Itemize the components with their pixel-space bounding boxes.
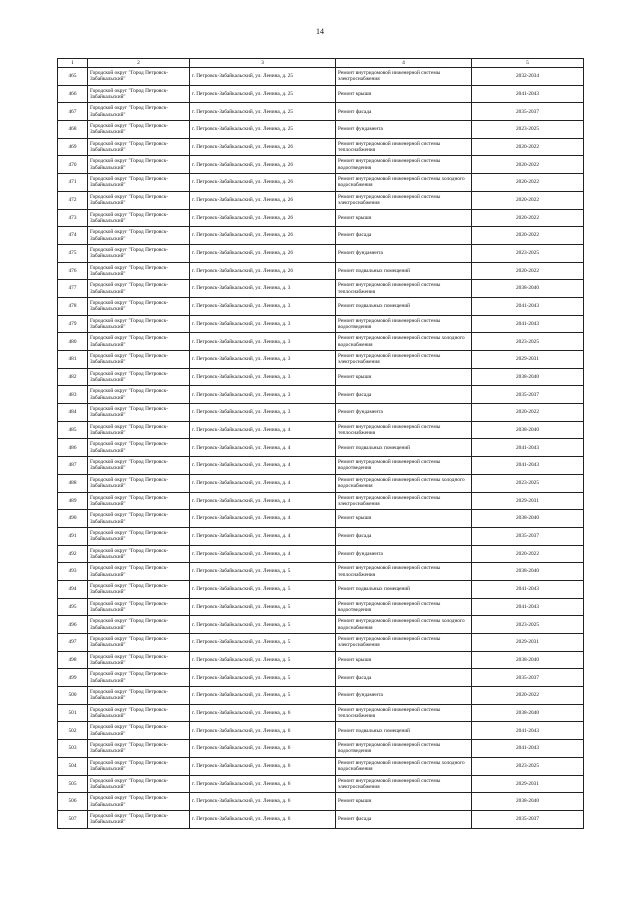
row-number-cell: 469 bbox=[58, 138, 88, 156]
municipality-cell: Городской округ "Город Петровск-Забайкальский" bbox=[88, 368, 190, 386]
municipality-cell: Городской округ "Город Петровск-Забайкальский" bbox=[88, 740, 190, 758]
address-cell: г. Петровск-Забайкальский, ул. Ленина, д. 5 bbox=[190, 580, 336, 598]
header-cell-5: 5 bbox=[472, 59, 584, 68]
work-type-cell: Ремонт крыши bbox=[336, 793, 472, 811]
table-row bbox=[58, 634, 584, 652]
period-cell: 2035-2037 bbox=[472, 527, 584, 545]
address-cell: г. Петровск-Забайкальский, ул. Ленина, д. 25 bbox=[190, 103, 336, 121]
municipality-cell: Городской округ "Город Петровск-Забайкальский" bbox=[88, 333, 190, 351]
work-type-cell: Ремонт внутридомовой инженерной системы теплоснабжения bbox=[336, 704, 472, 722]
row-number-cell: 471 bbox=[58, 174, 88, 192]
address-cell: г. Петровск-Забайкальский, ул. Ленина, д. 3 bbox=[190, 368, 336, 386]
row-number-cell: 466 bbox=[58, 85, 88, 103]
address-cell: г. Петровск-Забайкальский, ул. Ленина, д. 5 bbox=[190, 598, 336, 616]
period-cell: 2038-2040 bbox=[472, 563, 584, 581]
table-row bbox=[58, 262, 584, 280]
row-number-cell: 494 bbox=[58, 580, 88, 598]
period-cell: 2023-2025 bbox=[472, 244, 584, 262]
table-row bbox=[58, 121, 584, 139]
address-cell: г. Петровск-Забайкальский, ул. Ленина, д. 5 bbox=[190, 616, 336, 634]
work-type-cell: Ремонт внутридомовой инженерной системы теплоснабжения bbox=[336, 421, 472, 439]
address-cell: г. Петровск-Забайкальский, ул. Ленина, д. 4 bbox=[190, 492, 336, 510]
repair-schedule-table bbox=[57, 58, 584, 829]
municipality-cell: Городской округ "Город Петровск-Забайкальский" bbox=[88, 103, 190, 121]
row-number-cell: 499 bbox=[58, 669, 88, 687]
work-type-cell: Ремонт фундамента bbox=[336, 121, 472, 139]
municipality-cell: Городской округ "Город Петровск-Забайкальский" bbox=[88, 457, 190, 475]
row-number-cell: 483 bbox=[58, 386, 88, 404]
table-row bbox=[58, 810, 584, 828]
period-cell: 2023-2025 bbox=[472, 757, 584, 775]
municipality-cell: Городской округ "Город Петровск-Забайкальский" bbox=[88, 687, 190, 705]
municipality-cell: Городской округ "Город Петровск-Забайкальский" bbox=[88, 68, 190, 86]
row-number-cell: 503 bbox=[58, 740, 88, 758]
period-cell: 2020-2022 bbox=[472, 687, 584, 705]
address-cell: г. Петровск-Забайкальский, ул. Ленина, д. 26 bbox=[190, 138, 336, 156]
address-cell: г. Петровск-Забайкальский, ул. Ленина, д. 26 bbox=[190, 191, 336, 209]
row-number-cell: 502 bbox=[58, 722, 88, 740]
period-cell: 2041-2043 bbox=[472, 580, 584, 598]
municipality-cell: Городской округ "Город Петровск-Забайкальский" bbox=[88, 315, 190, 333]
work-type-cell: Ремонт крыши bbox=[336, 209, 472, 227]
work-type-cell: Ремонт внутридомовой инженерной системы электроснабжения bbox=[336, 351, 472, 369]
address-cell: г. Петровск-Забайкальский, ул. Ленина, д. 3 bbox=[190, 351, 336, 369]
municipality-cell: Городской округ "Город Петровск-Забайкальский" bbox=[88, 156, 190, 174]
address-cell: г. Петровск-Забайкальский, ул. Ленина, д. 3 bbox=[190, 315, 336, 333]
table-row bbox=[58, 156, 584, 174]
row-number-cell: 500 bbox=[58, 687, 88, 705]
table-row bbox=[58, 457, 584, 475]
address-cell: г. Петровск-Забайкальский, ул. Ленина, д. 26 bbox=[190, 156, 336, 174]
header-cell-1: 1 bbox=[58, 59, 88, 68]
row-number-cell: 487 bbox=[58, 457, 88, 475]
table-row bbox=[58, 474, 584, 492]
table-row bbox=[58, 563, 584, 581]
row-number-cell: 488 bbox=[58, 474, 88, 492]
row-number-cell: 497 bbox=[58, 634, 88, 652]
municipality-cell: Городской округ "Город Петровск-Забайкальский" bbox=[88, 404, 190, 422]
work-type-cell: Ремонт внутридомовой инженерной системы электроснабжения bbox=[336, 191, 472, 209]
address-cell: г. Петровск-Забайкальский, ул. Ленина, д. 5 bbox=[190, 634, 336, 652]
work-type-cell: Ремонт внутридомовой инженерной системы водоотведения bbox=[336, 457, 472, 475]
municipality-cell: Городской округ "Город Петровск-Забайкальский" bbox=[88, 421, 190, 439]
work-type-cell: Ремонт подвальных помещений bbox=[336, 722, 472, 740]
work-type-cell: Ремонт внутридомовой инженерной системы теплоснабжения bbox=[336, 138, 472, 156]
row-number-cell: 492 bbox=[58, 545, 88, 563]
address-cell: г. Петровск-Забайкальский, ул. Ленина, д. 6 bbox=[190, 757, 336, 775]
work-type-cell: Ремонт подвальных помещений bbox=[336, 262, 472, 280]
row-number-cell: 472 bbox=[58, 191, 88, 209]
period-cell: 2023-2025 bbox=[472, 616, 584, 634]
table-row bbox=[58, 297, 584, 315]
row-number-cell: 474 bbox=[58, 227, 88, 245]
work-type-cell: Ремонт внутридомовой инженерной системы водоотведения bbox=[336, 156, 472, 174]
municipality-cell: Городской округ "Город Петровск-Забайкальский" bbox=[88, 439, 190, 457]
work-type-cell: Ремонт внутридомовой инженерной системы холодного водоснабжения bbox=[336, 174, 472, 192]
address-cell: г. Петровск-Забайкальский, ул. Ленина, д. 4 bbox=[190, 545, 336, 563]
row-number-cell: 479 bbox=[58, 315, 88, 333]
municipality-cell: Городской округ "Город Петровск-Забайкальский" bbox=[88, 262, 190, 280]
work-type-cell: Ремонт внутридомовой инженерной системы электроснабжения bbox=[336, 634, 472, 652]
address-cell: г. Петровск-Забайкальский, ул. Ленина, д. 25 bbox=[190, 85, 336, 103]
address-cell: г. Петровск-Забайкальский, ул. Ленина, д. 26 bbox=[190, 209, 336, 227]
work-type-cell: Ремонт фасада bbox=[336, 227, 472, 245]
municipality-cell: Городской округ "Город Петровск-Забайкальский" bbox=[88, 580, 190, 598]
table-row bbox=[58, 315, 584, 333]
period-cell: 2020-2022 bbox=[472, 262, 584, 280]
row-number-cell: 484 bbox=[58, 404, 88, 422]
address-cell: г. Петровск-Забайкальский, ул. Ленина, д. 3 bbox=[190, 280, 336, 298]
period-cell: 2020-2022 bbox=[472, 138, 584, 156]
table-row bbox=[58, 439, 584, 457]
header-cell-3: 3 bbox=[190, 59, 336, 68]
period-cell: 2020-2022 bbox=[472, 209, 584, 227]
row-number-cell: 495 bbox=[58, 598, 88, 616]
table-row bbox=[58, 687, 584, 705]
table-row bbox=[58, 527, 584, 545]
row-number-cell: 470 bbox=[58, 156, 88, 174]
work-type-cell: Ремонт внутридомовой инженерной системы водоотведения bbox=[336, 740, 472, 758]
table-body bbox=[58, 59, 584, 829]
municipality-cell: Городской округ "Город Петровск-Забайкальский" bbox=[88, 492, 190, 510]
work-type-cell: Ремонт внутридомовой инженерной системы электроснабжения bbox=[336, 68, 472, 86]
work-type-cell: Ремонт фундамента bbox=[336, 404, 472, 422]
row-number-cell: 496 bbox=[58, 616, 88, 634]
row-number-cell: 475 bbox=[58, 244, 88, 262]
table-row bbox=[58, 598, 584, 616]
row-number-cell: 505 bbox=[58, 775, 88, 793]
municipality-cell: Городской округ "Город Петровск-Забайкальский" bbox=[88, 227, 190, 245]
table-row bbox=[58, 404, 584, 422]
address-cell: г. Петровск-Забайкальский, ул. Ленина, д. 5 bbox=[190, 563, 336, 581]
page-number: 14 bbox=[316, 27, 324, 36]
period-cell: 2020-2022 bbox=[472, 156, 584, 174]
address-cell: г. Петровск-Забайкальский, ул. Ленина, д. 4 bbox=[190, 527, 336, 545]
table-row bbox=[58, 244, 584, 262]
work-type-cell: Ремонт подвальных помещений bbox=[336, 297, 472, 315]
table-row bbox=[58, 85, 584, 103]
table-row bbox=[58, 138, 584, 156]
municipality-cell: Городской округ "Город Петровск-Забайкальский" bbox=[88, 351, 190, 369]
period-cell: 2029-2031 bbox=[472, 634, 584, 652]
municipality-cell: Городской округ "Город Петровск-Забайкальский" bbox=[88, 121, 190, 139]
period-cell: 2029-2031 bbox=[472, 351, 584, 369]
table-row bbox=[58, 68, 584, 86]
municipality-cell: Городской округ "Город Петровск-Забайкальский" bbox=[88, 669, 190, 687]
address-cell: г. Петровск-Забайкальский, ул. Ленина, д. 4 bbox=[190, 421, 336, 439]
table-row bbox=[58, 103, 584, 121]
address-cell: г. Петровск-Забайкальский, ул. Ленина, д. 6 bbox=[190, 740, 336, 758]
table-row bbox=[58, 704, 584, 722]
period-cell: 2029-2031 bbox=[472, 492, 584, 510]
table-row bbox=[58, 722, 584, 740]
row-number-cell: 486 bbox=[58, 439, 88, 457]
municipality-cell: Городской округ "Город Петровск-Забайкальский" bbox=[88, 545, 190, 563]
table-row bbox=[58, 386, 584, 404]
municipality-cell: Городской округ "Город Петровск-Забайкальский" bbox=[88, 563, 190, 581]
municipality-cell: Городской округ "Город Петровск-Забайкальский" bbox=[88, 634, 190, 652]
address-cell: г. Петровск-Забайкальский, ул. Ленина, д. 4 bbox=[190, 474, 336, 492]
work-type-cell: Ремонт фасада bbox=[336, 810, 472, 828]
address-cell: г. Петровск-Забайкальский, ул. Ленина, д. 5 bbox=[190, 651, 336, 669]
municipality-cell: Городской округ "Город Петровск-Забайкальский" bbox=[88, 191, 190, 209]
row-number-cell: 481 bbox=[58, 351, 88, 369]
period-cell: 2020-2022 bbox=[472, 545, 584, 563]
period-cell: 2038-2040 bbox=[472, 280, 584, 298]
work-type-cell: Ремонт внутридомовой инженерной системы электроснабжения bbox=[336, 492, 472, 510]
municipality-cell: Городской округ "Город Петровск-Забайкальский" bbox=[88, 527, 190, 545]
table-row bbox=[58, 421, 584, 439]
row-number-cell: 490 bbox=[58, 510, 88, 528]
period-cell: 2020-2022 bbox=[472, 174, 584, 192]
period-cell: 2038-2040 bbox=[472, 793, 584, 811]
work-type-cell: Ремонт внутридомовой инженерной системы теплоснабжения bbox=[336, 563, 472, 581]
table-row bbox=[58, 580, 584, 598]
row-number-cell: 485 bbox=[58, 421, 88, 439]
row-number-cell: 493 bbox=[58, 563, 88, 581]
address-cell: г. Петровск-Забайкальский, ул. Ленина, д. 26 bbox=[190, 262, 336, 280]
municipality-cell: Городской округ "Город Петровск-Забайкальский" bbox=[88, 280, 190, 298]
municipality-cell: Городской округ "Город Петровск-Забайкальский" bbox=[88, 793, 190, 811]
row-number-cell: 467 bbox=[58, 103, 88, 121]
address-cell: г. Петровск-Забайкальский, ул. Ленина, д. 5 bbox=[190, 669, 336, 687]
table-header-row bbox=[58, 59, 584, 68]
municipality-cell: Городской округ "Город Петровск-Забайкальский" bbox=[88, 757, 190, 775]
address-cell: г. Петровск-Забайкальский, ул. Ленина, д. 26 bbox=[190, 244, 336, 262]
row-number-cell: 482 bbox=[58, 368, 88, 386]
period-cell: 2041-2043 bbox=[472, 439, 584, 457]
address-cell: г. Петровск-Забайкальский, ул. Ленина, д. 4 bbox=[190, 439, 336, 457]
address-cell: г. Петровск-Забайкальский, ул. Ленина, д. 3 bbox=[190, 386, 336, 404]
period-cell: 2032-2034 bbox=[472, 68, 584, 86]
table-row bbox=[58, 651, 584, 669]
table-row bbox=[58, 775, 584, 793]
work-type-cell: Ремонт фундамента bbox=[336, 244, 472, 262]
row-number-cell: 478 bbox=[58, 297, 88, 315]
row-number-cell: 501 bbox=[58, 704, 88, 722]
address-cell: г. Петровск-Забайкальский, ул. Ленина, д. 3 bbox=[190, 297, 336, 315]
row-number-cell: 506 bbox=[58, 793, 88, 811]
work-type-cell: Ремонт внутридомовой инженерной системы водоотведения bbox=[336, 598, 472, 616]
table-row bbox=[58, 368, 584, 386]
municipality-cell: Городской округ "Город Петровск-Забайкальский" bbox=[88, 85, 190, 103]
table-row bbox=[58, 510, 584, 528]
period-cell: 2023-2025 bbox=[472, 333, 584, 351]
work-type-cell: Ремонт внутридомовой инженерной системы электроснабжения bbox=[336, 775, 472, 793]
table-row bbox=[58, 616, 584, 634]
work-type-cell: Ремонт внутридомовой инженерной системы холодного водоснабжения bbox=[336, 616, 472, 634]
table-row bbox=[58, 740, 584, 758]
period-cell: 2035-2037 bbox=[472, 103, 584, 121]
address-cell: г. Петровск-Забайкальский, ул. Ленина, д. 6 bbox=[190, 704, 336, 722]
work-type-cell: Ремонт внутридомовой инженерной системы теплоснабжения bbox=[336, 280, 472, 298]
municipality-cell: Городской округ "Город Петровск-Забайкальский" bbox=[88, 209, 190, 227]
address-cell: г. Петровск-Забайкальский, ул. Ленина, д. 25 bbox=[190, 121, 336, 139]
period-cell: 2041-2043 bbox=[472, 740, 584, 758]
row-number-cell: 476 bbox=[58, 262, 88, 280]
municipality-cell: Городской округ "Город Петровск-Забайкальский" bbox=[88, 722, 190, 740]
table-row bbox=[58, 209, 584, 227]
municipality-cell: Городской округ "Город Петровск-Забайкальский" bbox=[88, 174, 190, 192]
row-number-cell: 507 bbox=[58, 810, 88, 828]
table-row bbox=[58, 174, 584, 192]
municipality-cell: Городской округ "Город Петровск-Забайкальский" bbox=[88, 704, 190, 722]
address-cell: г. Петровск-Забайкальский, ул. Ленина, д. 6 bbox=[190, 775, 336, 793]
row-number-cell: 473 bbox=[58, 209, 88, 227]
work-type-cell: Ремонт фундамента bbox=[336, 687, 472, 705]
period-cell: 2023-2025 bbox=[472, 121, 584, 139]
work-type-cell: Ремонт подвальных помещений bbox=[336, 439, 472, 457]
address-cell: г. Петровск-Забайкальский, ул. Ленина, д. 6 bbox=[190, 722, 336, 740]
row-number-cell: 504 bbox=[58, 757, 88, 775]
period-cell: 2038-2040 bbox=[472, 651, 584, 669]
work-type-cell: Ремонт фасада bbox=[336, 527, 472, 545]
table-row bbox=[58, 351, 584, 369]
header-cell-4: 4 bbox=[336, 59, 472, 68]
row-number-cell: 480 bbox=[58, 333, 88, 351]
municipality-cell: Городской округ "Город Петровск-Забайкальский" bbox=[88, 598, 190, 616]
row-number-cell: 465 bbox=[58, 68, 88, 86]
period-cell: 2041-2043 bbox=[472, 598, 584, 616]
period-cell: 2041-2043 bbox=[472, 297, 584, 315]
work-type-cell: Ремонт крыши bbox=[336, 651, 472, 669]
table-row bbox=[58, 227, 584, 245]
address-cell: г. Петровск-Забайкальский, ул. Ленина, д. 4 bbox=[190, 457, 336, 475]
address-cell: г. Петровск-Забайкальский, ул. Ленина, д. 6 bbox=[190, 810, 336, 828]
work-type-cell: Ремонт крыши bbox=[336, 368, 472, 386]
period-cell: 2038-2040 bbox=[472, 704, 584, 722]
row-number-cell: 498 bbox=[58, 651, 88, 669]
period-cell: 2041-2043 bbox=[472, 722, 584, 740]
address-cell: г. Петровск-Забайкальский, ул. Ленина, д. 6 bbox=[190, 793, 336, 811]
work-type-cell: Ремонт крыши bbox=[336, 510, 472, 528]
row-number-cell: 468 bbox=[58, 121, 88, 139]
period-cell: 2023-2025 bbox=[472, 474, 584, 492]
table-row bbox=[58, 793, 584, 811]
table-row bbox=[58, 492, 584, 510]
municipality-cell: Городской округ "Город Петровск-Забайкальский" bbox=[88, 510, 190, 528]
municipality-cell: Городской округ "Город Петровск-Забайкальский" bbox=[88, 474, 190, 492]
municipality-cell: Городской округ "Город Петровск-Забайкальский" bbox=[88, 297, 190, 315]
period-cell: 2041-2043 bbox=[472, 85, 584, 103]
table-row bbox=[58, 333, 584, 351]
work-type-cell: Ремонт внутридомовой инженерной системы холодного водоснабжения bbox=[336, 474, 472, 492]
municipality-cell: Городской округ "Город Петровск-Забайкальский" bbox=[88, 616, 190, 634]
period-cell: 2035-2037 bbox=[472, 810, 584, 828]
work-type-cell: Ремонт крыши bbox=[336, 85, 472, 103]
address-cell: г. Петровск-Забайкальский, ул. Ленина, д. 4 bbox=[190, 510, 336, 528]
period-cell: 2041-2043 bbox=[472, 457, 584, 475]
address-cell: г. Петровск-Забайкальский, ул. Ленина, д. 26 bbox=[190, 174, 336, 192]
table-row bbox=[58, 757, 584, 775]
period-cell: 2041-2043 bbox=[472, 315, 584, 333]
row-number-cell: 489 bbox=[58, 492, 88, 510]
municipality-cell: Городской округ "Город Петровск-Забайкальский" bbox=[88, 244, 190, 262]
municipality-cell: Городской округ "Город Петровск-Забайкальский" bbox=[88, 775, 190, 793]
period-cell: 2038-2040 bbox=[472, 421, 584, 439]
work-type-cell: Ремонт фасада bbox=[336, 669, 472, 687]
address-cell: г. Петровск-Забайкальский, ул. Ленина, д. 5 bbox=[190, 687, 336, 705]
row-number-cell: 477 bbox=[58, 280, 88, 298]
header-cell-2: 2 bbox=[88, 59, 190, 68]
period-cell: 2020-2022 bbox=[472, 404, 584, 422]
period-cell: 2035-2037 bbox=[472, 386, 584, 404]
address-cell: г. Петровск-Забайкальский, ул. Ленина, д. 3 bbox=[190, 333, 336, 351]
municipality-cell: Городской округ "Город Петровск-Забайкальский" bbox=[88, 651, 190, 669]
work-type-cell: Ремонт подвальных помещений bbox=[336, 580, 472, 598]
work-type-cell: Ремонт внутридомовой инженерной системы водоотведения bbox=[336, 315, 472, 333]
work-type-cell: Ремонт фасада bbox=[336, 386, 472, 404]
work-type-cell: Ремонт фасада bbox=[336, 103, 472, 121]
table-row bbox=[58, 191, 584, 209]
period-cell: 2035-2037 bbox=[472, 669, 584, 687]
row-number-cell: 491 bbox=[58, 527, 88, 545]
table-row bbox=[58, 669, 584, 687]
work-type-cell: Ремонт внутридомовой инженерной системы холодного водоснабжения bbox=[336, 333, 472, 351]
municipality-cell: Городской округ "Город Петровск-Забайкальский" bbox=[88, 810, 190, 828]
work-type-cell: Ремонт фундамента bbox=[336, 545, 472, 563]
work-type-cell: Ремонт внутридомовой инженерной системы холодного водоснабжения bbox=[336, 757, 472, 775]
address-cell: г. Петровск-Забайкальский, ул. Ленина, д. 25 bbox=[190, 68, 336, 86]
period-cell: 2020-2022 bbox=[472, 227, 584, 245]
municipality-cell: Городской округ "Город Петровск-Забайкальский" bbox=[88, 386, 190, 404]
table-row bbox=[58, 545, 584, 563]
period-cell: 2029-2031 bbox=[472, 775, 584, 793]
period-cell: 2020-2022 bbox=[472, 191, 584, 209]
address-cell: г. Петровск-Забайкальский, ул. Ленина, д. 3 bbox=[190, 404, 336, 422]
table-row bbox=[58, 280, 584, 298]
municipality-cell: Городской округ "Город Петровск-Забайкальский" bbox=[88, 138, 190, 156]
period-cell: 2038-2040 bbox=[472, 510, 584, 528]
address-cell: г. Петровск-Забайкальский, ул. Ленина, д. 26 bbox=[190, 227, 336, 245]
period-cell: 2038-2040 bbox=[472, 368, 584, 386]
